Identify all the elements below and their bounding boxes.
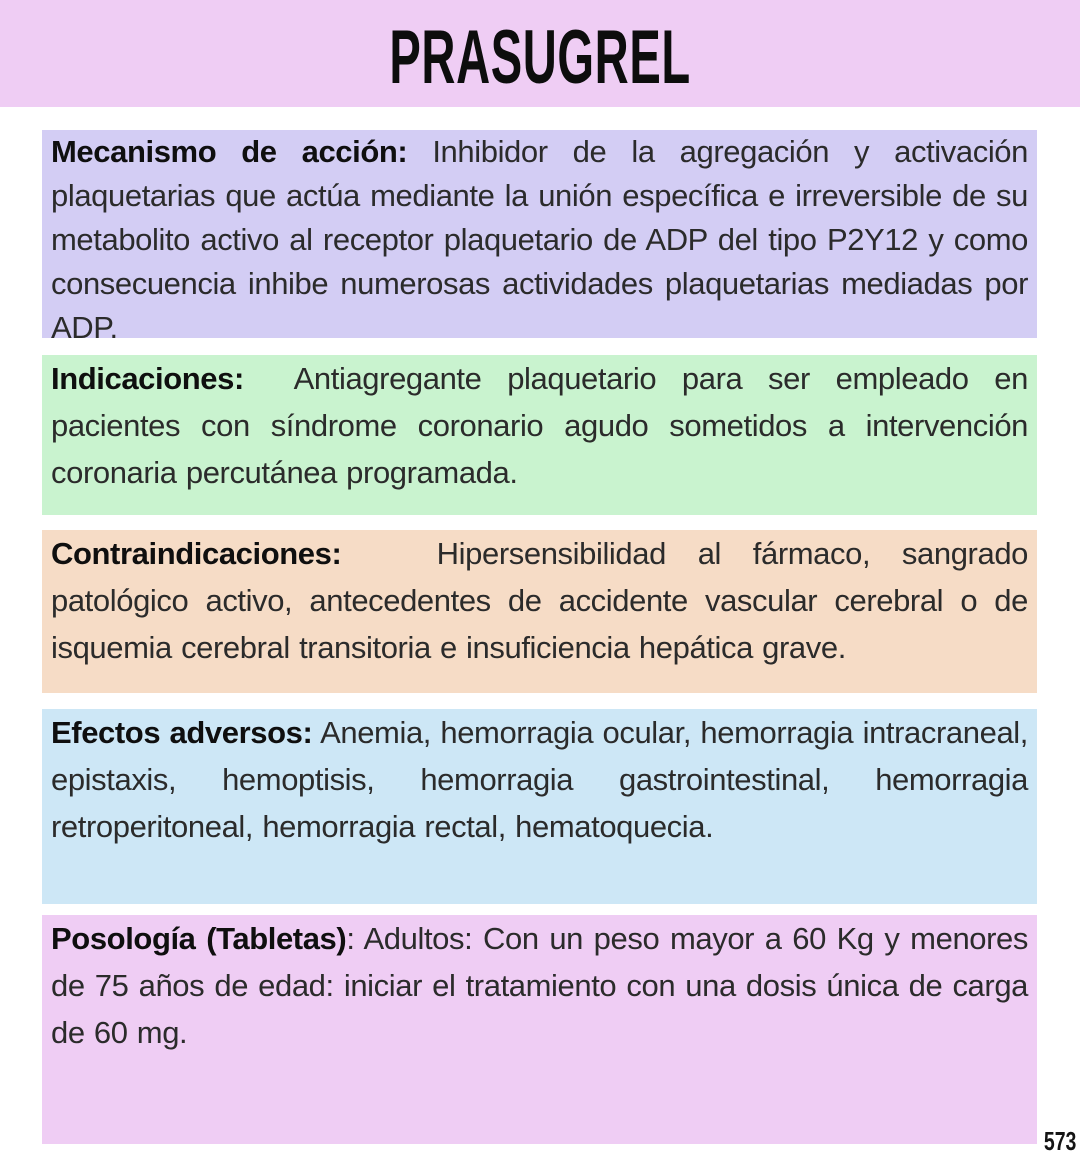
section-paragraph (51, 530, 1028, 671)
section-label: Mecanismo de acción: (51, 134, 408, 169)
section-paragraph (51, 355, 1028, 496)
label-separator: : (346, 921, 355, 956)
section-paragraph (51, 709, 1028, 850)
section-posologia (42, 915, 1037, 1144)
section-label: Posología (Tabletas) (51, 921, 347, 956)
page-title (0, 15, 1080, 100)
title-banner (0, 0, 1080, 107)
section-paragraph (51, 130, 1028, 350)
section-mecanismo-de-accion (42, 130, 1037, 345)
section-text: Inhibidor de la agregación y activación plaquetarias que actúa mediante la unión específica e irreversible de su metabolito activo al receptor plaquetario de ADP del tipo P2Y12 y como consecuencia inhibe numerosas actividades plaquetarias mediadas por ADP. (51, 134, 1028, 345)
section-text: Hipersensibilidad al fármaco, sangrado patológico activo, antecedentes de accidente vascular cerebral o de isquemia cerebral transitoria e insuficiencia hepática grave. (51, 536, 1028, 665)
section-indicaciones (42, 355, 1037, 515)
drug-name: PRASUGREL (389, 15, 691, 100)
page-number (1033, 1126, 1076, 1156)
section-text: Adultos: Con un peso mayor a 60 Kg y menores de 75 años de edad: iniciar el tratamiento con una dosis única de carga de 60 mg. (51, 921, 1028, 1050)
section-text: Anemia, hemorragia ocular, hemorragia intracraneal, epistaxis, hemoptisis, hemorragia gastrointestinal, hemorragia retroperitoneal, hemorragia rectal, hematoquecia. (51, 715, 1028, 844)
section-efectos-adversos (42, 709, 1037, 904)
section-text: Antiagregante plaquetario para ser empleado en pacientes con síndrome coronario agudo sometidos a intervención coronaria percutánea programada. (51, 361, 1028, 490)
section-label: Efectos adversos: (51, 715, 313, 750)
section-contraindicaciones (42, 530, 1037, 693)
page-number-text: 573 (1043, 1126, 1076, 1156)
section-label: Contraindicaciones: (51, 536, 342, 571)
section-paragraph (51, 915, 1028, 1056)
section-label: Indicaciones: (51, 361, 244, 396)
